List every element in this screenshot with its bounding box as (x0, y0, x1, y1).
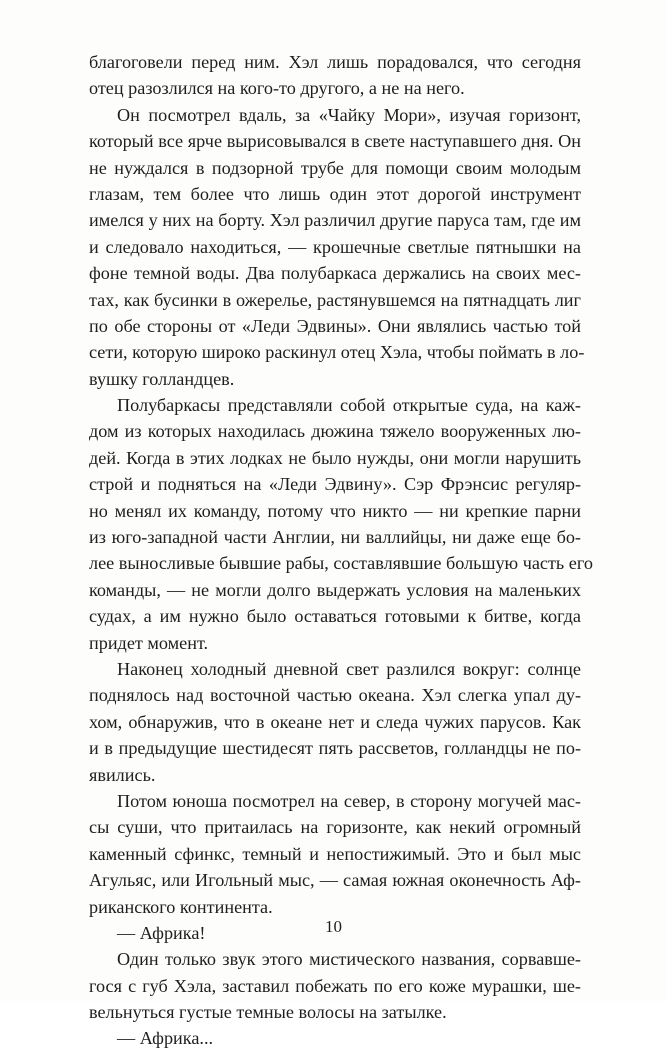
text-line: который все ярче вырисовывался в свете наступавшего дня. Он (89, 131, 581, 152)
dialogue-line: — Африка... (117, 1028, 214, 1049)
text-line: фоне темной воды. Два полубаркаса держались на своих мес- (89, 263, 581, 284)
text-line: Он посмотрел вдаль, за «Чайку Мори», изучая горизонт, (117, 104, 581, 125)
text-line: поднялось над восточной частью океана. Хэл слегка упал ду- (89, 685, 581, 706)
text-line: сы суши, что притаилась на горизонте, как некий огромный (89, 817, 581, 838)
text-line: хом, обнаружив, что в океане нет и следа чужих парусов. Как (89, 711, 581, 732)
text-line: Агульяс, или Игольный мыс, — самая южная оконечность Аф- (89, 870, 581, 891)
text-line: благоговели перед ним. Хэл лишь порадовался, что сегодня (89, 52, 581, 72)
body-text (89, 49, 593, 1052)
text-line: строй и подняться на «Леди Эдвину». Сэр Фрэнсис регуляр- (89, 474, 581, 495)
text-line: отец разозлился на кого-то другого, а не на него. (89, 78, 465, 99)
text-line: судах, а им нужно было оставаться готовыми к битве, когда (89, 606, 581, 627)
text-line: и в предыдущие шестидесят пять рассветов, голландцы не по- (89, 738, 581, 759)
text-line: вельнуться густые темные волосы на затылке. (89, 1002, 447, 1023)
text-line: но менял их команду, потому что никто — ни крепкие парни (89, 500, 581, 521)
text-line: по обе стороны от «Леди Эдвины». Они являлись частью той (89, 315, 581, 336)
text-line: каменный сфинкс, темный и непостижимый. Это и был мыс (89, 843, 581, 864)
text-line: Один только звук этого мистического названия, сорвавше- (117, 949, 581, 970)
text-line: Наконец холодный дневной свет разлился вокруг: солнце (117, 658, 581, 679)
text-line: Полубаркасы представляли собой открытые суда, на каж- (117, 395, 581, 416)
text-line: придет момент. (89, 632, 209, 653)
text-line: тах, как бусинки в ожерелье, растянувшемся на пятнадцать лиг (89, 289, 581, 310)
text-line: команды, — не могли долго выдержать условия на маленьких (89, 579, 581, 600)
text-line: и следовало находиться, — крошечные светлые пятнышки на (89, 236, 581, 257)
text-line: не нуждался в подзорной трубе для помощи своим молодым (89, 157, 581, 178)
text-line: риканского континента. (89, 896, 273, 917)
text-line: сети, которую широко раскинул отец Хэла, чтобы поймать в ло- (89, 342, 585, 363)
text-line: явились. (89, 764, 156, 785)
text-line: лее выносливые бывшие рабы, составлявшие большую часть его (89, 553, 593, 574)
text-line: дом из которых находилась дюжина тяжело вооруженных лю- (89, 421, 581, 442)
text-line: вушку голландцев. (89, 368, 235, 389)
text-line: дей. Когда в этих лодках не было нужды, они могли нарушить (89, 447, 581, 468)
text-line: гося с губ Хэла, заставил побежать по его коже мурашки, ше- (89, 975, 581, 996)
dialogue-line: — Африка! (117, 922, 206, 943)
text-line: из юго-западной части Англии, ни валлийцы, ни даже еще бо- (89, 527, 581, 548)
text-line: глазам, тем более что лишь один этот дорогой инструмент (89, 183, 581, 204)
text-line: Потом юноша посмотрел на север, в сторону могучей мас- (117, 790, 581, 811)
text-line: имелся у них на борту. Хэл различил другие паруса там, где им (89, 210, 581, 231)
page-number: 10 (325, 917, 342, 936)
